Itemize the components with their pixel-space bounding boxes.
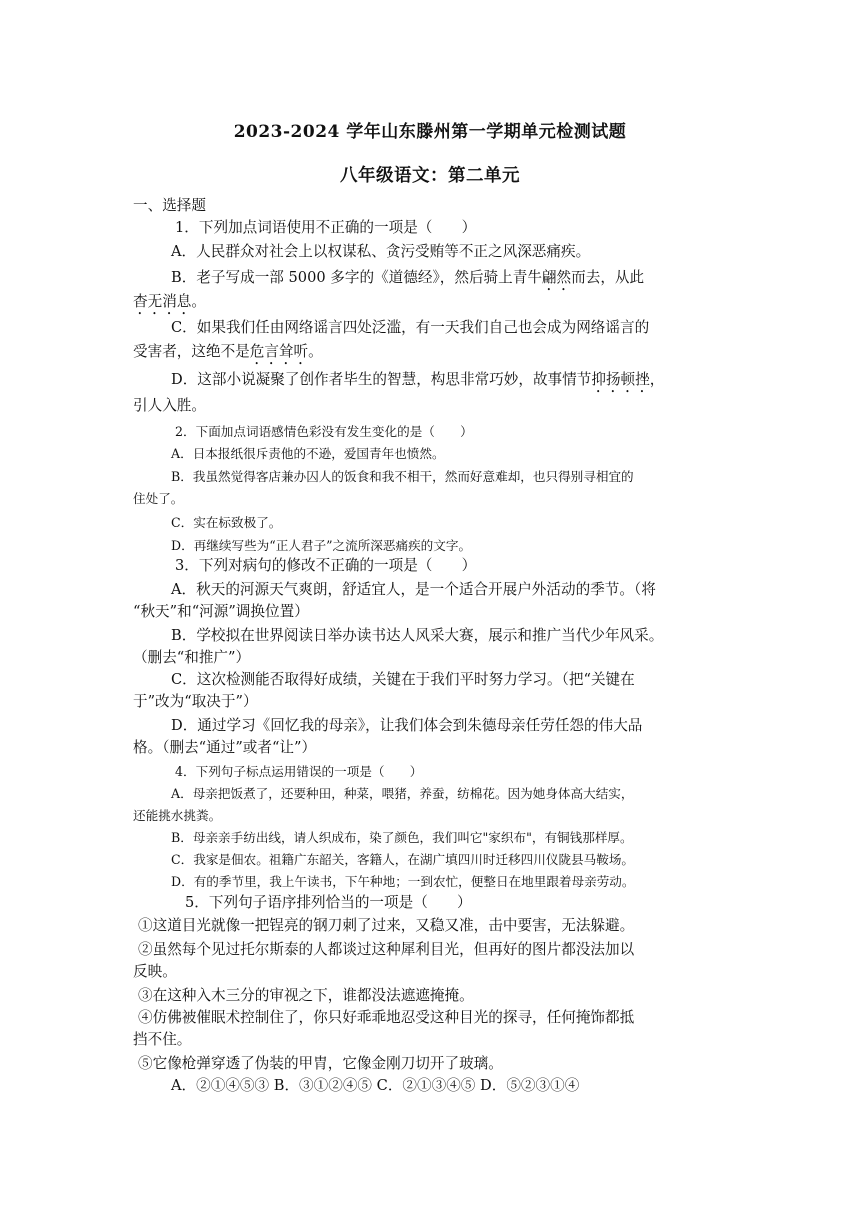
question-1-option-c: C．如果我们任由网络谣言四处泛滥，有一天我们自己也会成为网络谣言的 (171, 319, 650, 336)
dotted-word: 杳无消息 (133, 293, 192, 310)
question-3-option-d-cont: 格。（删去“通过”或者“让”） (133, 739, 317, 756)
question-5-stem: 5．下列句子语序排列恰当的一项是（ ） (185, 894, 472, 911)
question-5-sentence-5: ⑤它像枪弹穿透了伪装的甲胄，它像金刚刀切开了玻璃。 (138, 1055, 503, 1072)
question-1-stem: 1．下列加点词语使用不正确的一项是（ ） (175, 219, 477, 236)
question-1-option-b (171, 268, 644, 294)
question-4-option-b: B．母亲亲手纺出线，请人织成布，染了颜色，我们叫它"家织布"，有铜钱那样厚。 (171, 830, 633, 845)
text-span: ， (649, 371, 665, 388)
text-span: 。 (308, 343, 323, 360)
question-5-sentence-2: ②虽然每个见过托尔斯泰的人都谈过这种犀利目光，但再好的图片都没法加以 (138, 941, 635, 958)
dotted-word: 翩然 (541, 269, 572, 286)
question-3-option-d: D．通过学习《回忆我的母亲》，让我们体会到朱德母亲任劳任怨的伟大品 (171, 717, 643, 734)
question-4-option-c: C．我家是佃农。祖籍广东韶关，客籍人，在湖广填四川时迁移四川仪陇县马鞍场。 (171, 852, 635, 867)
question-2-option-d: D．再继续写些为“正人君子”之流所深恶痛疾的文字。 (171, 538, 472, 553)
text-span: B．老子写成一部 5000 多字的《道德经》，然后骑上青牛 (171, 269, 542, 286)
text-span: 而去，从此 (571, 269, 645, 286)
question-5-options: A．②①④⑤③ B．③①②④⑤ C．②①③④⑤ D．⑤②③①④ (171, 1077, 580, 1094)
text-span: D．这部小说凝聚了创作者毕生的智慧，构思非常巧妙，故事情节 (171, 371, 592, 388)
question-3-option-a-cont: “秋天”和“河源”调换位置） (133, 603, 309, 620)
question-3-option-c: C．这次检测能否取得好成绩，关键在于我们平时努力学习。（把“关键在 (171, 671, 635, 688)
dotted-word: 危言耸听 (249, 343, 309, 360)
question-3-option-c-cont: 于”改为“取决于”） (133, 693, 258, 710)
document-title: 2023-2024 学年山东滕州第一学期单元检测试题 (233, 122, 627, 142)
question-5-sentence-4-cont: 挡不住。 (133, 1031, 192, 1048)
question-3-stem: 3．下列对病句的修改不正确的一项是（ ） (175, 557, 477, 574)
question-5-sentence-2-cont: 反映。 (133, 963, 177, 980)
text-span: 受害者，这绝不是 (133, 343, 250, 360)
document-subtitle: 八年级语文：第二单元 (340, 166, 520, 186)
text-span: 。 (191, 293, 206, 310)
question-1-option-d-cont: 引人入胜。 (133, 397, 206, 414)
question-3-option-a: A．秋天的河源天气爽朗，舒适宜人，是一个适合开展户外活动的季节。（将 (171, 581, 656, 598)
question-2-stem: 2．下面加点词语感情色彩没有发生变化的是（ ） (175, 424, 473, 439)
question-3-option-b: B．学校拟在世界阅读日举办读书达人风采大赛，展示和推广当代少年风采。 (171, 627, 664, 644)
question-1-option-a: A．人民群众对社会上以权谋私、贪污受贿等不正之风深恶痛疾。 (171, 243, 591, 260)
question-4-option-a: A．母亲把饭煮了，还要种田，种菜，喂猪，养蚕，纺棉花。因为她身体高大结实， (171, 786, 634, 801)
dotted-word: 抑扬顿挫 (591, 371, 650, 388)
question-1-option-c-cont (133, 342, 323, 368)
question-2-option-b-cont: 住处了。 (133, 491, 184, 506)
question-5-sentence-1: ①这道目光就像一把锃亮的钢刀刺了过来，又稳又准，击中要害，无法躲避。 (138, 917, 635, 934)
question-4-option-d: D．有的季节里，我上午读书，下午种地；一到农忙，便整日在地里跟着母亲劳动。 (171, 874, 635, 889)
question-1-option-b-cont (133, 292, 206, 318)
question-4-stem: 4．下列句子标点运用错误的一项是（ ） (175, 764, 423, 779)
section-heading: 一、选择题 (133, 197, 206, 214)
question-1-option-d (171, 370, 664, 396)
question-4-option-a-cont: 还能挑水挑粪。 (133, 808, 222, 823)
question-5-sentence-3: ③在这种入木三分的审视之下，谁都没法遮遮掩掩。 (138, 987, 474, 1004)
question-2-option-c: C．实在标致极了。 (171, 515, 282, 530)
question-5-sentence-4: ④仿佛被催眠术控制住了，你只好乖乖地忍受这种目光的探寻，任何掩饰都抵 (138, 1009, 635, 1026)
question-2-option-b: B．我虽然觉得客店兼办囚人的饭食和我不相干，然而好意难却，也只得别寻相宜的 (171, 469, 634, 484)
question-3-option-b-cont: （删去“和推广”） (133, 649, 251, 666)
question-2-option-a: A．日本报纸很斥责他的不逊，爱国青年也愤然。 (171, 446, 445, 461)
